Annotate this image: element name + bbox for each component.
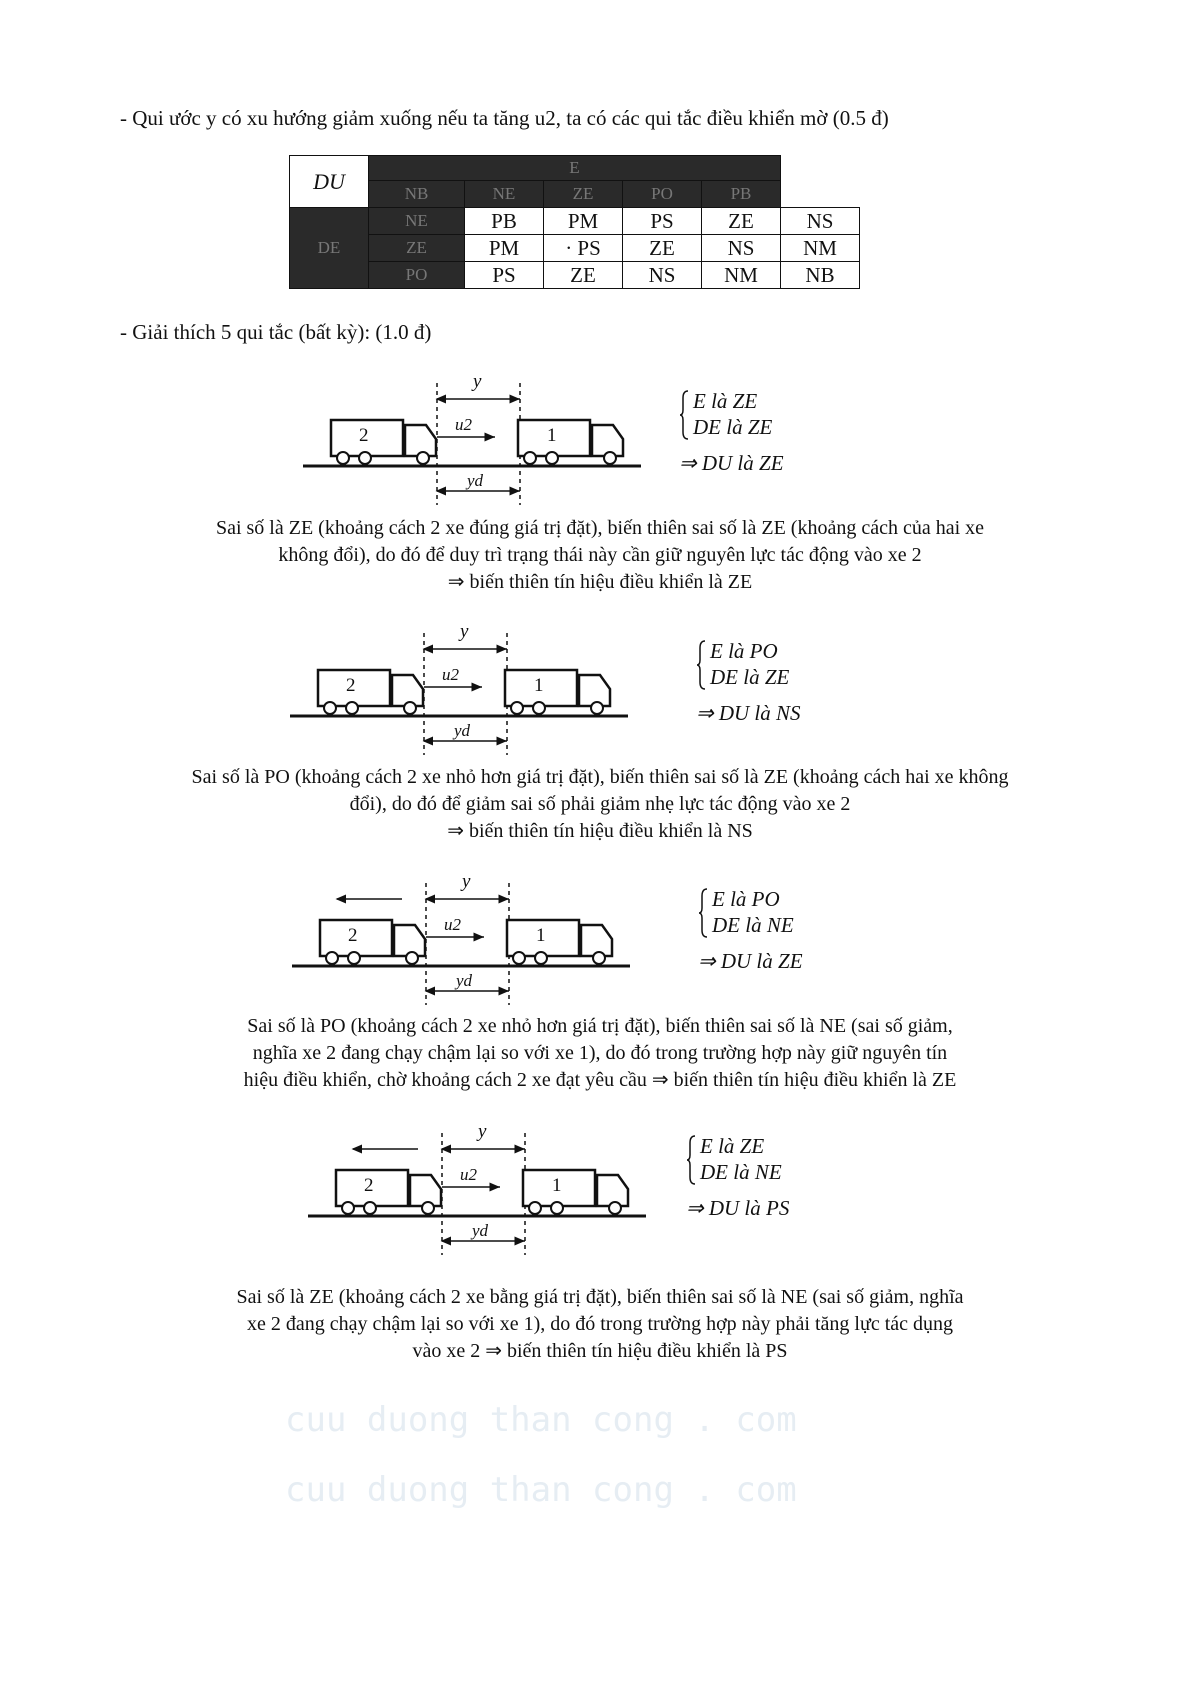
rule-cell: PM <box>465 235 544 262</box>
yd-label: yd <box>467 471 484 490</box>
du-result: ⇒ DU là ZE <box>679 451 784 475</box>
y-label: y <box>473 371 482 392</box>
truck-2 <box>331 420 436 464</box>
u2-label: u2 <box>455 415 472 434</box>
explanation-line: vào xe 2 ⇒ biến thiên tín hiệu điều khiển là PS <box>412 1340 788 1362</box>
du-result: ⇒ DU là PS <box>686 1196 790 1220</box>
explanation-line: không đổi), do đó để duy trì trạng thái này cần giữ nguyên lực tác động vào xe 2 <box>278 544 922 566</box>
truck-2 <box>320 920 425 964</box>
case-explanation <box>140 1013 1060 1094</box>
watermark: cuu duong than cong . com <box>285 1470 797 1510</box>
de-condition: DE là ZE <box>693 415 773 439</box>
rule-cell: ZE <box>544 262 623 289</box>
explanation-line: ⇒ biến thiên tín hiệu điều khiển là ZE <box>447 571 753 593</box>
rule-cell: ZE <box>702 208 781 235</box>
explanation-line: nghĩa xe 2 đang chạy chậm lại so với xe 1), do đó trong trường hợp này giữ nguyên tín <box>252 1042 948 1064</box>
de-condition: DE là NE <box>700 1160 782 1184</box>
e-condition: E là PO <box>710 639 778 663</box>
col-header: NB <box>369 181 465 208</box>
rule-cell: ZE <box>623 235 702 262</box>
car-diagram <box>303 371 653 515</box>
col-header: NE <box>465 181 544 208</box>
explanation-line: hiệu điều khiển, chờ khoảng cách 2 xe đạt yêu cầu ⇒ biến thiên tín hiệu điều khiển là ZE <box>243 1069 957 1091</box>
fuzzy-rule-table <box>289 155 860 289</box>
rule-cell: PS <box>623 208 702 235</box>
car-diagram <box>308 1121 658 1265</box>
brace-icon <box>679 390 689 440</box>
car-2-label: 2 <box>364 1175 374 1196</box>
row-header: ZE <box>369 235 465 262</box>
table-row <box>290 262 860 289</box>
rule-cell: NB <box>781 262 860 289</box>
de-condition: DE là NE <box>712 913 794 937</box>
case-explanation <box>140 764 1060 845</box>
yd-label: yd <box>454 721 471 740</box>
du-result: ⇒ DU là ZE <box>698 949 803 973</box>
explanation-line: đổi), do đó để giảm sai số phải giảm nhẹ lực tác động vào xe 2 <box>349 793 851 815</box>
col-var: E <box>369 156 781 181</box>
col-header: PO <box>623 181 702 208</box>
table-row <box>290 208 860 235</box>
case-explanation <box>140 515 1060 596</box>
car-diagram <box>292 871 642 1015</box>
truck-1 <box>523 1170 628 1214</box>
rule-cell: · PS <box>544 235 623 262</box>
brace-icon <box>698 888 708 938</box>
rule-cell: NS <box>623 262 702 289</box>
explain-heading: - Giải thích 5 qui tắc (bất kỳ): (1.0 đ) <box>120 320 432 344</box>
u2-label: u2 <box>442 665 459 684</box>
watermark: cuu duong than cong . com <box>285 1400 797 1440</box>
truck-1 <box>505 670 610 714</box>
de-condition: DE là ZE <box>710 665 790 689</box>
rule-cell: NS <box>702 235 781 262</box>
intro-text: - Qui ước y có xu hướng giảm xuống nếu ta tăng u2, ta có các qui tắc điều khiển mờ (0.5 đ) <box>120 106 889 130</box>
e-condition: E là ZE <box>693 389 758 413</box>
row-header: PO <box>369 262 465 289</box>
y-label: y <box>460 621 469 642</box>
rule-condition <box>698 886 803 974</box>
explanation-line: xe 2 đang chạy chậm lại so với xe 1), do đó trong trường hợp này phải tăng lực tác dụng <box>246 1313 953 1335</box>
car-1-label: 1 <box>547 425 557 446</box>
rule-cell: PM <box>544 208 623 235</box>
rule-cell: NS <box>781 208 860 235</box>
car-2-label: 2 <box>346 675 356 696</box>
rule-condition <box>686 1133 790 1221</box>
row-header: NE <box>369 208 465 235</box>
explanation-line: Sai số là PO (khoảng cách 2 xe nhỏ hơn giá trị đặt), biến thiên sai số là NE (sai số giảm, <box>247 1015 953 1037</box>
table-row <box>290 235 860 262</box>
rule-condition <box>696 638 801 726</box>
rule-cell: PS <box>465 262 544 289</box>
explanation-line: ⇒ biến thiên tín hiệu điều khiển là NS <box>447 820 753 842</box>
yd-label: yd <box>456 971 473 990</box>
truck-1 <box>518 420 623 464</box>
y-label: y <box>462 871 471 892</box>
table-corner: DU <box>290 156 369 208</box>
yd-label: yd <box>472 1221 489 1240</box>
car-2-label: 2 <box>348 925 358 946</box>
car-1-label: 1 <box>536 925 546 946</box>
car-1-label: 1 <box>552 1175 562 1196</box>
col-header: PB <box>702 181 781 208</box>
e-condition: E là ZE <box>700 1134 765 1158</box>
brace-icon <box>686 1135 696 1185</box>
car-1-label: 1 <box>534 675 544 696</box>
explanation-line: Sai số là ZE (khoảng cách 2 xe đúng giá trị đặt), biến thiên sai số là ZE (khoảng cách của hai xe <box>215 517 985 539</box>
car-diagram <box>290 621 640 765</box>
col-header: ZE <box>544 181 623 208</box>
truck-1 <box>507 920 612 964</box>
u2-label: u2 <box>460 1165 477 1184</box>
case-explanation <box>140 1284 1060 1365</box>
du-result: ⇒ DU là NS <box>696 701 801 725</box>
car-2-label: 2 <box>359 425 369 446</box>
explanation-line: Sai số là ZE (khoảng cách 2 xe bằng giá trị đặt), biến thiên sai số là NE (sai số giảm, nghĩa <box>236 1286 964 1308</box>
rule-cell: NM <box>702 262 781 289</box>
brace-icon <box>696 640 706 690</box>
row-var: DE <box>290 208 369 289</box>
truck-2 <box>336 1170 441 1214</box>
rule-condition <box>679 388 784 476</box>
rule-cell: PB <box>465 208 544 235</box>
explanation-line: Sai số là PO (khoảng cách 2 xe nhỏ hơn giá trị đặt), biến thiên sai số là ZE (khoảng cách hai xe không <box>191 766 1009 788</box>
rule-cell: NM <box>781 235 860 262</box>
u2-label: u2 <box>444 915 461 934</box>
truck-2 <box>318 670 423 714</box>
e-condition: E là PO <box>712 887 780 911</box>
y-label: y <box>478 1121 487 1142</box>
